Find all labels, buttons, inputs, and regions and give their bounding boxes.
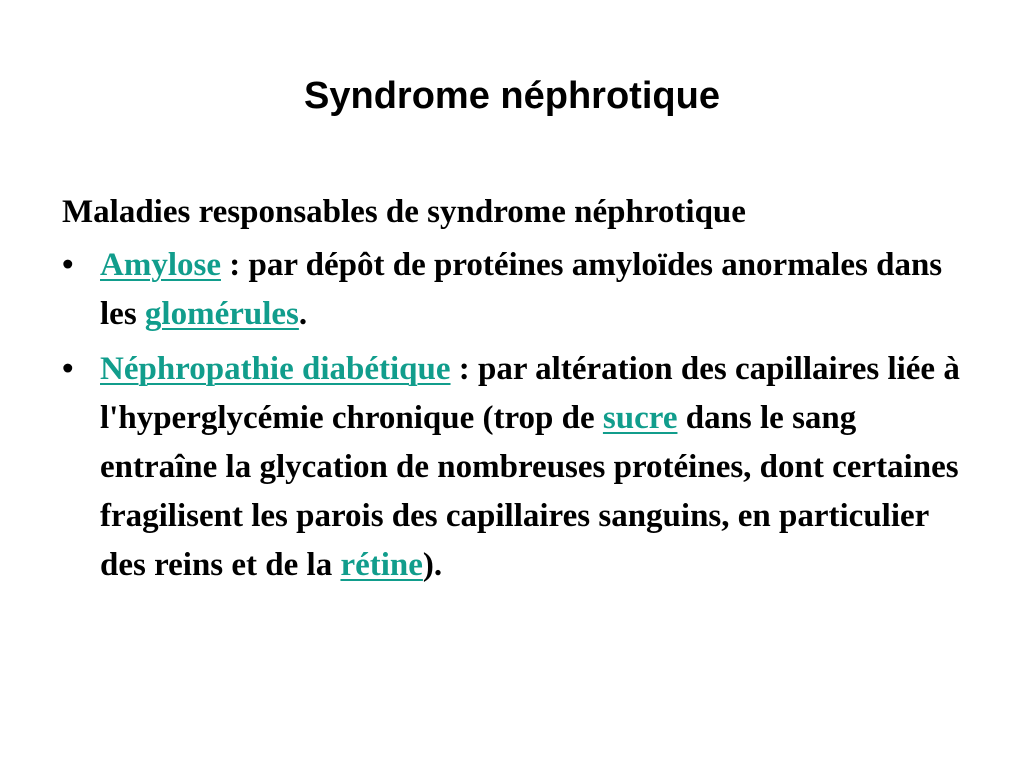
slide-title: Syndrome néphrotique <box>304 75 720 117</box>
intro-text: Maladies responsables de syndrome néphrotique <box>62 194 746 230</box>
item-text: . <box>298 296 308 332</box>
bullet-list <box>62 241 962 590</box>
item-text: ). <box>422 547 443 583</box>
link-retine[interactable]: rétine <box>340 547 423 583</box>
link-sucre[interactable]: sucre <box>602 400 678 436</box>
list-item-nephropathie <box>62 345 962 590</box>
list-item-amylose <box>62 241 962 339</box>
bullet-icon: • <box>62 247 74 283</box>
link-amylose[interactable]: Amylose <box>100 247 221 283</box>
link-nephropathie-diabetique[interactable]: Néphropathie diabétique <box>100 351 451 387</box>
item-text: : par dépôt de protéines amyloïdes anormales dans les <box>100 247 943 332</box>
item-text: : par altération des capillaires liée à l'hyperglycémie chronique (trop de <box>100 351 960 436</box>
slide-body <box>62 188 962 596</box>
bullet-icon: • <box>62 351 74 387</box>
item-text: dans le sang entraîne la glycation de nombreuses protéines, dont certaines fragilisent les parois des capillaires sanguins, en particulier des reins et de la <box>100 400 959 583</box>
link-glomerules[interactable]: glomérules <box>144 296 299 332</box>
